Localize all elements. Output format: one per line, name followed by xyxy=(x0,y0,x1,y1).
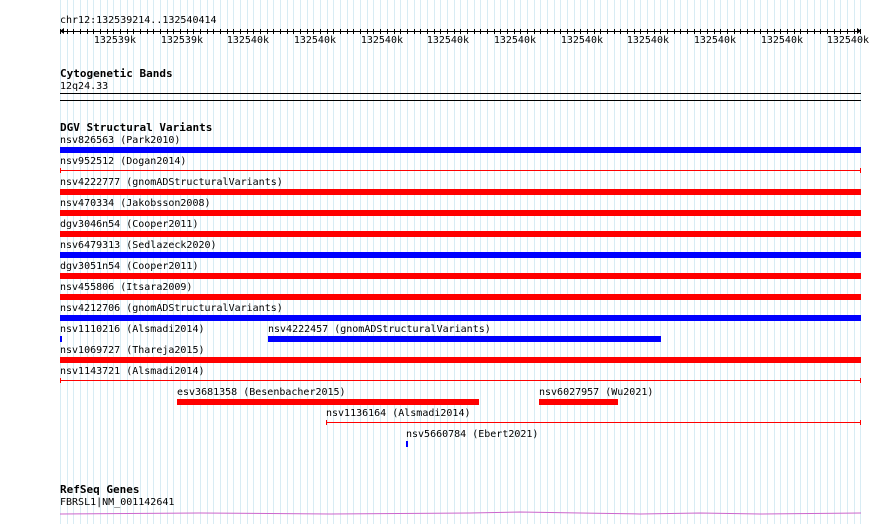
ruler-tick xyxy=(800,29,801,34)
ruler-tick xyxy=(180,29,181,34)
grid-line xyxy=(280,0,281,524)
ruler-tick xyxy=(73,29,74,34)
ruler-tick xyxy=(467,29,468,34)
dgv-feature-end-cap xyxy=(860,378,861,383)
dgv-feature-bar[interactable] xyxy=(60,170,861,171)
ruler-tick-label: 132540k xyxy=(760,35,803,46)
dgv-feature-end-cap xyxy=(326,420,327,425)
grid-line xyxy=(320,0,321,524)
ruler-tick xyxy=(220,29,221,34)
dgv-feature-bar[interactable] xyxy=(177,399,479,405)
grid-line xyxy=(627,0,628,524)
ruler-tick xyxy=(420,29,421,34)
ruler-tick xyxy=(547,29,548,34)
dgv-feature-bar[interactable] xyxy=(60,294,861,300)
grid-line xyxy=(227,0,228,524)
ruler-tick xyxy=(674,29,675,34)
ruler-tick xyxy=(594,29,595,34)
ruler-tick xyxy=(460,29,461,34)
grid-line xyxy=(747,0,748,524)
cytoband-label: 12q24.33 xyxy=(60,81,109,92)
ruler-tick xyxy=(787,29,788,34)
grid-line xyxy=(500,0,501,524)
ruler-tick xyxy=(847,29,848,34)
ruler-tick xyxy=(253,29,254,34)
grid-line xyxy=(834,0,835,524)
ruler-tick xyxy=(227,29,228,34)
grid-line xyxy=(494,0,495,524)
grid-line xyxy=(600,0,601,524)
ruler-tick xyxy=(834,29,835,34)
ruler-tick-label: 132539k xyxy=(160,35,203,46)
gene-label: FBRSL1|NM_001142641 xyxy=(60,497,175,508)
ruler-tick xyxy=(67,29,68,34)
grid-line xyxy=(287,0,288,524)
ruler-tick xyxy=(140,29,141,34)
ruler-tick xyxy=(774,29,775,34)
grid-line xyxy=(367,0,368,524)
grid-line xyxy=(420,0,421,524)
grid-line xyxy=(233,0,234,524)
ruler-tick xyxy=(727,29,728,34)
ruler-tick xyxy=(107,29,108,34)
grid-line xyxy=(774,0,775,524)
ruler-tick xyxy=(734,29,735,34)
grid-line xyxy=(327,0,328,524)
cytoband-bar-top[interactable] xyxy=(60,93,861,94)
dgv-feature-label: nsv5660784 (Ebert2021) xyxy=(406,429,539,440)
grid-line xyxy=(674,0,675,524)
grid-line xyxy=(707,0,708,524)
ruler-tick xyxy=(540,29,541,34)
dgv-feature-label: nsv952512 (Dogan2014) xyxy=(60,156,187,167)
grid-line xyxy=(400,0,401,524)
grid-line xyxy=(534,0,535,524)
ruler-tick xyxy=(720,29,721,34)
ruler-tick xyxy=(780,29,781,34)
gene-model[interactable] xyxy=(0,508,890,520)
ruler-tick xyxy=(113,29,114,34)
dgv-feature-end-cap xyxy=(860,420,861,425)
dgv-feature-bar[interactable] xyxy=(539,399,618,405)
grid-line xyxy=(207,0,208,524)
dgv-feature-label: nsv4212706 (gnomADStructuralVariants) xyxy=(60,303,283,314)
ruler-tick xyxy=(820,29,821,34)
grid-line xyxy=(814,0,815,524)
ruler-tick xyxy=(827,29,828,34)
ruler-tick xyxy=(260,29,261,34)
ruler-tick xyxy=(740,29,741,34)
ruler-tick xyxy=(380,29,381,34)
ruler-tick xyxy=(614,29,615,34)
cytoband-bar-bottom[interactable] xyxy=(60,100,861,101)
grid-line xyxy=(460,0,461,524)
grid-line xyxy=(594,0,595,524)
ruler-tick xyxy=(634,29,635,34)
ruler-tick xyxy=(640,29,641,34)
dgv-feature-bar[interactable] xyxy=(268,336,661,342)
grid-line xyxy=(560,0,561,524)
ruler-tick xyxy=(494,29,495,34)
ruler-tick xyxy=(427,29,428,34)
grid-line xyxy=(507,0,508,524)
dgv-feature-label: nsv6027957 (Wu2021) xyxy=(539,387,654,398)
ruler-tick xyxy=(327,29,328,34)
grid-line xyxy=(540,0,541,524)
grid-line xyxy=(347,0,348,524)
ruler-tick xyxy=(680,29,681,34)
dgv-feature-end-cap xyxy=(60,378,61,383)
ruler-tick xyxy=(160,29,161,34)
ruler-tick xyxy=(454,29,455,34)
dgv-feature-label: nsv6479313 (Sedlazeck2020) xyxy=(60,240,217,251)
dgv-feature-bar[interactable] xyxy=(60,231,861,237)
grid-line xyxy=(620,0,621,524)
grid-line xyxy=(634,0,635,524)
grid-line xyxy=(300,0,301,524)
ruler-tick xyxy=(814,29,815,34)
ruler-tick xyxy=(714,29,715,34)
ruler-tick xyxy=(340,29,341,34)
grid-line xyxy=(380,0,381,524)
dgv-feature-label: esv3681358 (Besenbacher2015) xyxy=(177,387,346,398)
ruler-tick xyxy=(660,29,661,34)
ruler-tick xyxy=(620,29,621,34)
ruler-tick xyxy=(520,29,521,34)
dgv-feature-label: nsv1136164 (Alsmadi2014) xyxy=(326,408,471,419)
ruler-tick xyxy=(320,29,321,34)
ruler-tick-label: 132540k xyxy=(626,35,669,46)
grid-line xyxy=(293,0,294,524)
ruler-tick xyxy=(267,29,268,34)
grid-line xyxy=(574,0,575,524)
ruler-tick xyxy=(167,29,168,34)
ruler-tick xyxy=(153,29,154,34)
ruler-tick xyxy=(607,29,608,34)
grid-line xyxy=(800,0,801,524)
ruler-tick xyxy=(760,29,761,34)
ruler-tick xyxy=(840,29,841,34)
dgv-feature-label: nsv470334 (Jakobsson2008) xyxy=(60,198,211,209)
dgv-feature-label: nsv1069727 (Thareja2015) xyxy=(60,345,205,356)
grid-line xyxy=(734,0,735,524)
ruler-tick xyxy=(213,29,214,34)
ruler-tick xyxy=(353,29,354,34)
ruler-tick xyxy=(694,29,695,34)
ruler-tick-label: 132540k xyxy=(360,35,403,46)
grid-line xyxy=(854,0,855,524)
grid-line xyxy=(340,0,341,524)
ruler-tick xyxy=(400,29,401,34)
dgv-feature-end-cap xyxy=(860,168,861,173)
ruler-tick-label: 132540k xyxy=(560,35,603,46)
ruler-tick-label: 132540k xyxy=(293,35,336,46)
ruler-tick-label: 132540k xyxy=(426,35,469,46)
ruler-tick xyxy=(414,29,415,34)
ruler-tick-label: 132540k xyxy=(693,35,736,46)
grid-line xyxy=(680,0,681,524)
grid-line xyxy=(780,0,781,524)
ruler-tick xyxy=(147,29,148,34)
ruler-tick xyxy=(514,29,515,34)
grid-line xyxy=(807,0,808,524)
grid-line xyxy=(547,0,548,524)
grid-line xyxy=(714,0,715,524)
ruler-tick xyxy=(507,29,508,34)
ruler-tick xyxy=(280,29,281,34)
ruler-tick xyxy=(500,29,501,34)
grid-line xyxy=(527,0,528,524)
grid-line xyxy=(700,0,701,524)
grid-line xyxy=(647,0,648,524)
dgv-feature-bar[interactable] xyxy=(60,273,861,279)
ruler-tick xyxy=(333,29,334,34)
ruler-tick xyxy=(247,29,248,34)
grid-line xyxy=(607,0,608,524)
grid-line xyxy=(694,0,695,524)
dgv-feature-label: dgv3051n54 (Cooper2011) xyxy=(60,261,199,272)
dgv-feature-bar[interactable] xyxy=(60,189,861,195)
grid-line xyxy=(434,0,435,524)
grid-line xyxy=(587,0,588,524)
dgv-feature-bar[interactable] xyxy=(60,380,861,381)
grid-line xyxy=(313,0,314,524)
ruler-tick xyxy=(574,29,575,34)
dgv-feature-label: nsv1143721 (Alsmadi2014) xyxy=(60,366,205,377)
grid-line xyxy=(267,0,268,524)
ruler-tick xyxy=(447,29,448,34)
grid-line xyxy=(554,0,555,524)
ruler-tick xyxy=(534,29,535,34)
grid-line xyxy=(353,0,354,524)
grid-line xyxy=(614,0,615,524)
ruler-tick xyxy=(307,29,308,34)
grid-line xyxy=(467,0,468,524)
ruler-tick xyxy=(207,29,208,34)
ruler-tick xyxy=(233,29,234,34)
ruler-tick xyxy=(434,29,435,34)
grid-line xyxy=(567,0,568,524)
ruler-tick xyxy=(100,29,101,34)
grid-line xyxy=(820,0,821,524)
ruler-tick xyxy=(93,29,94,34)
ruler-tick xyxy=(554,29,555,34)
ruler-tick xyxy=(754,29,755,34)
grid-line xyxy=(487,0,488,524)
grid-line xyxy=(480,0,481,524)
ruler-tick-label: 132539k xyxy=(93,35,136,46)
ruler-tick xyxy=(440,29,441,34)
grid-line xyxy=(394,0,395,524)
ruler-tick xyxy=(394,29,395,34)
ruler-tick xyxy=(80,29,81,34)
ruler-tick xyxy=(667,29,668,34)
dgv-feature-end-cap xyxy=(60,168,61,173)
ruler-tick-label: 132540k xyxy=(826,35,869,46)
grid-line xyxy=(847,0,848,524)
ruler-tick xyxy=(587,29,588,34)
grid-line xyxy=(687,0,688,524)
ruler-tick xyxy=(173,29,174,34)
ruler-tick xyxy=(187,29,188,34)
ruler-tick xyxy=(854,29,855,34)
grid-line xyxy=(247,0,248,524)
dgv-feature-label: nsv4222777 (gnomADStructuralVariants) xyxy=(60,177,283,188)
ruler-tick-label: 132540k xyxy=(493,35,536,46)
ruler-tick xyxy=(127,29,128,34)
refseq-track-title: RefSeq Genes xyxy=(60,483,140,496)
grid-line xyxy=(787,0,788,524)
grid-line xyxy=(440,0,441,524)
grid-line xyxy=(660,0,661,524)
grid-line xyxy=(860,0,861,524)
cytobands-track-title: Cytogenetic Bands xyxy=(60,67,173,80)
ruler-tick xyxy=(313,29,314,34)
location-label: chr12:132539214..132540414 xyxy=(60,15,217,26)
grid-line xyxy=(474,0,475,524)
ruler-tick xyxy=(293,29,294,34)
grid-line xyxy=(360,0,361,524)
dgv-feature-bar[interactable] xyxy=(326,422,861,423)
grid-line xyxy=(740,0,741,524)
ruler-tick xyxy=(120,29,121,34)
grid-line xyxy=(840,0,841,524)
grid-line xyxy=(414,0,415,524)
ruler-tick-label: 132540k xyxy=(226,35,269,46)
ruler-tick xyxy=(567,29,568,34)
ruler-tick xyxy=(647,29,648,34)
grid-line xyxy=(654,0,655,524)
dgv-feature-bar[interactable] xyxy=(60,252,861,258)
grid-line xyxy=(827,0,828,524)
dgv-feature-label: nsv455806 (Itsara2009) xyxy=(60,282,193,293)
ruler-tick xyxy=(193,29,194,34)
grid-line xyxy=(387,0,388,524)
ruler-tick xyxy=(287,29,288,34)
grid-line xyxy=(240,0,241,524)
grid-line xyxy=(373,0,374,524)
ruler-tick xyxy=(580,29,581,34)
grid-line xyxy=(273,0,274,524)
grid-line xyxy=(720,0,721,524)
ruler-tick xyxy=(300,29,301,34)
grid-line xyxy=(754,0,755,524)
grid-line xyxy=(427,0,428,524)
grid-line xyxy=(253,0,254,524)
grid-line xyxy=(640,0,641,524)
grid-line xyxy=(260,0,261,524)
ruler-tick xyxy=(527,29,528,34)
ruler-tick xyxy=(600,29,601,34)
dgv-feature-bar[interactable] xyxy=(60,315,861,321)
grid-line xyxy=(333,0,334,524)
ruler-tick xyxy=(860,29,861,34)
ruler-tick xyxy=(487,29,488,34)
ruler-tick xyxy=(767,29,768,34)
dgv-feature-label: nsv826563 (Park2010) xyxy=(60,135,181,146)
ruler-tick xyxy=(407,29,408,34)
dgv-feature-bar[interactable] xyxy=(60,210,861,216)
grid-line xyxy=(794,0,795,524)
ruler-tick xyxy=(560,29,561,34)
ruler-tick xyxy=(347,29,348,34)
ruler-tick xyxy=(687,29,688,34)
dgv-feature-bar[interactable] xyxy=(60,336,62,342)
ruler-tick xyxy=(273,29,274,34)
grid-line xyxy=(520,0,521,524)
ruler-tick xyxy=(707,29,708,34)
grid-line xyxy=(213,0,214,524)
grid-line xyxy=(447,0,448,524)
dgv-feature-bar[interactable] xyxy=(406,441,408,447)
grid-line xyxy=(760,0,761,524)
ruler-tick xyxy=(360,29,361,34)
grid-line xyxy=(767,0,768,524)
ruler-tick xyxy=(240,29,241,34)
grid-line xyxy=(580,0,581,524)
ruler-tick xyxy=(627,29,628,34)
ruler-tick xyxy=(807,29,808,34)
ruler-tick xyxy=(794,29,795,34)
ruler-tick xyxy=(133,29,134,34)
grid-line xyxy=(727,0,728,524)
dgv-feature-label: nsv4222457 (gnomADStructuralVariants) xyxy=(268,324,491,335)
dgv-feature-bar[interactable] xyxy=(60,357,861,363)
grid-line xyxy=(220,0,221,524)
ruler-tick xyxy=(700,29,701,34)
grid-line xyxy=(307,0,308,524)
ruler-tick xyxy=(474,29,475,34)
ruler-tick xyxy=(200,29,201,34)
ruler-tick xyxy=(480,29,481,34)
dgv-feature-bar[interactable] xyxy=(60,147,861,153)
ruler-tick xyxy=(747,29,748,34)
dgv-track-title: DGV Structural Variants xyxy=(60,121,213,134)
dgv-feature-label: dgv3046n54 (Cooper2011) xyxy=(60,219,199,230)
grid-line xyxy=(454,0,455,524)
ruler-tick xyxy=(367,29,368,34)
grid-line xyxy=(514,0,515,524)
ruler-tick xyxy=(87,29,88,34)
ruler-tick xyxy=(60,29,61,34)
ruler-tick xyxy=(387,29,388,34)
ruler-tick xyxy=(654,29,655,34)
ruler-tick xyxy=(373,29,374,34)
dgv-feature-label: nsv1110216 (Alsmadi2014) xyxy=(60,324,205,335)
grid-line xyxy=(200,0,201,524)
grid-line xyxy=(667,0,668,524)
